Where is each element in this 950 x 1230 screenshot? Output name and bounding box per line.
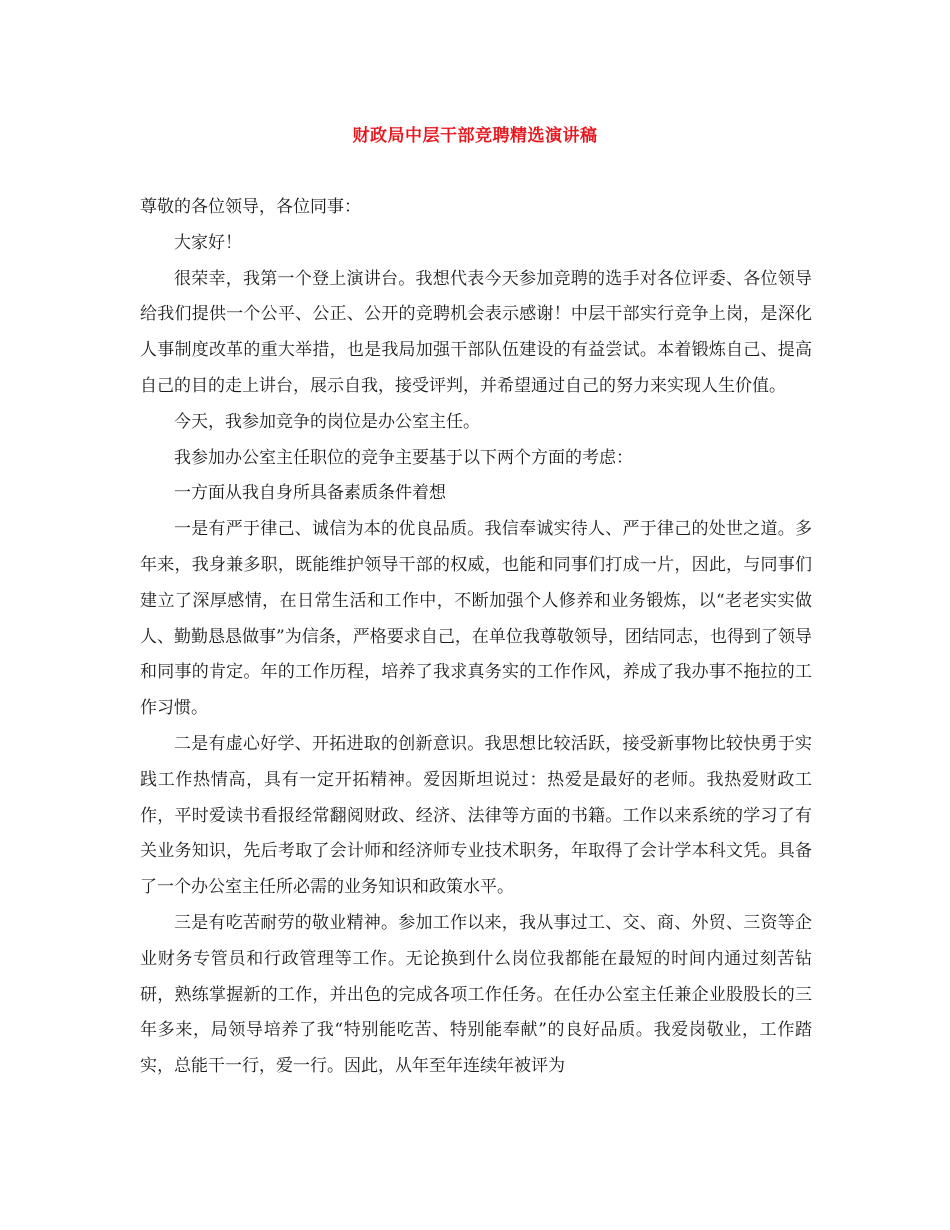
document-title: 财政局中层干部竞聘精选演讲稿: [352, 126, 598, 146]
position-paragraph: 今天，我参加竞争的岗位是办公室主任。: [174, 411, 480, 432]
salutation-paragraph: 尊敬的各位领导，各位同事：: [140, 197, 361, 217]
point-one-paragraph: 一是有严于律己、诚信为本的优良品质。我信奉诚实待人、严于律己的处世之道。多年来，我身兼多职，既能维护领导干部的权威，也能和同事们打成一片，因此，与同事们建立了深厚感情，在日常生活和工作中，不断加强个人修养和业务锻炼，以“老老实实做人、勤勤恳恳做事”为信条，严格要求自己，在单位我尊敬领导，团结同志，也得到了领导和同事的肯定。年的工作历程，培养了我求真务实的工作作风，养成了我办事不拖拉的工作习惯。: [140, 519, 812, 719]
point-two-paragraph: 二是有虚心好学、开拓进取的创新意识。我思想比较活跃，接受新事物比较快勇于实践工作热情高，具有一定开拓精神。爱因斯坦说过：热爱是最好的老师。我热爱财政工作，平时爱读书看报经常翻阅财政、经济、法律等方面的书籍。工作以来系统的学习了有关业务知识，先后考取了会计师和经济师专业技术职务，年取得了会计学本科文凭。具备了一个办公室主任所必需的业务知识和政策水平。: [140, 733, 812, 898]
reasons-intro-paragraph: 我参加办公室主任职位的竞争主要基于以下两个方面的考虑：: [174, 447, 633, 468]
point-three-paragraph: 三是有吃苦耐劳的敬业精神。参加工作以来，我从事过工、交、商、外贸、三资等企业财务专管员和行政管理等工作。无论换到什么岗位我都能在最短的时间内通过刻苦钻研，熟练掌握新的工作，并出色的完成各项工作任务。在任办公室主任兼企业股股长的三年多来，局领导培养了我“特别能吃苦、特别能奉献”的良好品质。我爱岗敬业，工作踏实，总能干一行，爱一行。因此，从年至年连续年被评为: [140, 912, 812, 1077]
document-body: [140, 190, 812, 1085]
greeting-paragraph: 大家好！: [174, 232, 242, 253]
opening-paragraph: 很荣幸，我第一个登上演讲台。我想代表今天参加竞聘的选手对各位评委、各位领导给我们提供一个公平、公正、公开的竞聘机会表示感谢！中层干部实行竞争上岗，是深化人事制度改革的重大举措，也是我局加强干部队伍建设的有益尝试。本着锻炼自己、提高自己的目的走上讲台，展示自我，接受评判，并希望通过自己的努力来实现人生价值。: [140, 268, 812, 396]
section-heading-paragraph: 一方面从我自身所具备素质条件着想: [174, 483, 446, 504]
